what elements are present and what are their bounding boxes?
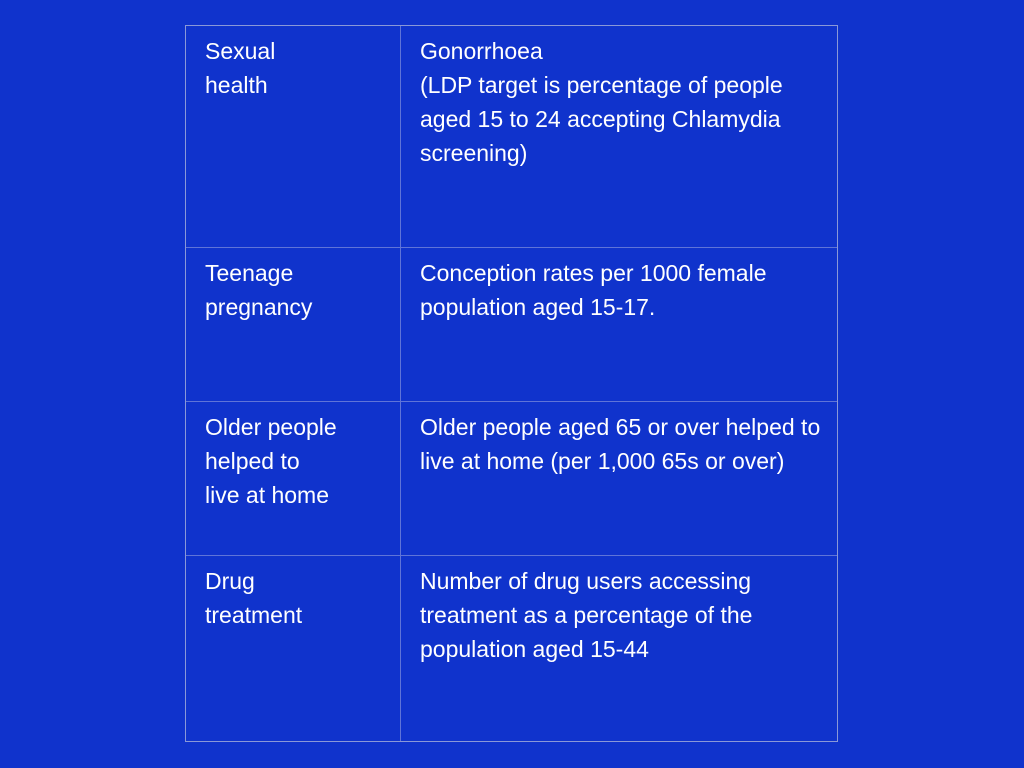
table-row	[186, 402, 837, 556]
indicator-cell: Sexual health	[186, 26, 401, 247]
description-cell: Number of drug users accessing treatment as a percentage of the population aged 15-44	[420, 568, 753, 662]
indicator-cell: Teenage pregnancy	[186, 248, 401, 401]
table-row	[186, 248, 837, 402]
table-row	[186, 26, 837, 248]
description-cell: Conception rates per 1000 female population aged 15-17.	[420, 260, 767, 320]
indicator-cell: Older people helped to live at home	[186, 402, 401, 555]
description-cell: Older people aged 65 or over helped to live at home (per 1,000 65s or over)	[420, 414, 821, 474]
indicator-table	[185, 25, 838, 742]
indicator-cell: Drug treatment	[186, 556, 401, 741]
description-cell: Gonorrhoea (LDP target is percentage of people aged 15 to 24 accepting Chlamydia screening)	[420, 38, 783, 166]
table-row	[186, 556, 837, 741]
